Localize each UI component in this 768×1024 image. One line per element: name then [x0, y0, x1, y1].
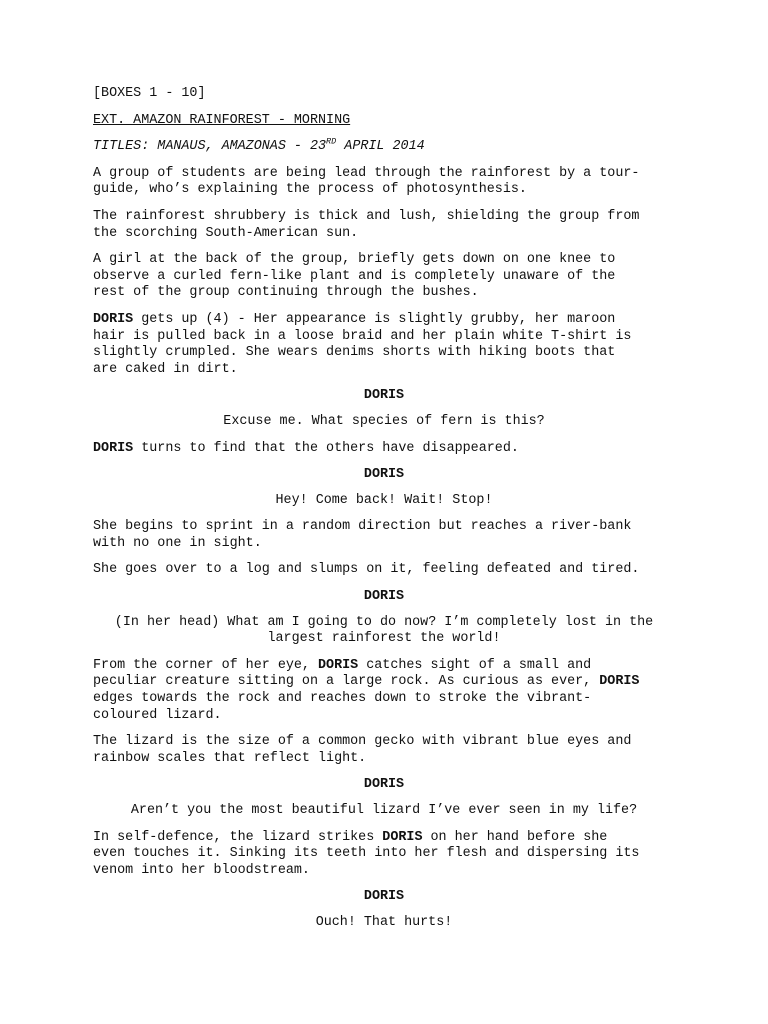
screenplay-page	[93, 86, 675, 942]
dialogue-line: Aren’t you the most beautiful lizard I’ve ever seen in my life?	[130, 803, 638, 818]
action-line: guide, who’s explaining the process of photosynthesis.	[93, 182, 527, 198]
action-text: catches sight of a small and	[358, 657, 592, 673]
action-paragraph: She goes over to a log and slumps on it, feeling defeated and tired.	[93, 562, 640, 578]
dialogue-line: Hey! Come back! Wait! Stop!	[275, 492, 493, 508]
action-line: coloured lizard.	[93, 707, 222, 723]
action-paragraph	[93, 252, 675, 302]
action-line: hair is pulled back in a loose braid and her plain white T-shirt is	[93, 328, 632, 344]
action-paragraph	[93, 519, 675, 552]
scene-heading-text: EXT. AMAZON RAINFOREST - MORNING	[93, 112, 351, 128]
titles-line	[93, 136, 675, 156]
action-text: gets up (4) - Her appearance is slightly grubby, her maroon	[133, 311, 616, 327]
action-line: are caked in dirt.	[93, 361, 238, 377]
character-name: DORIS	[599, 674, 640, 690]
action-text: In self-defence, the lizard strikes	[93, 829, 383, 845]
character-cue: DORIS	[363, 589, 405, 605]
character-name: DORIS	[382, 829, 423, 845]
action-line: observe a curled fern-like plant and is completely unaware of the	[93, 268, 616, 284]
titles-prefix: TITLES: MANAUS, AMAZONAS - 23	[93, 139, 327, 155]
action-line: The lizard is the size of a common gecko with vibrant blue eyes and	[93, 734, 632, 750]
character-cue: DORIS	[363, 388, 405, 404]
action-paragraph	[93, 312, 675, 378]
action-line: the scorching South-American sun.	[93, 225, 359, 241]
action-line: slightly crumpled. She wears denims shorts with hiking boots that	[93, 345, 616, 361]
action-line: even touches it. Sinking its teeth into her flesh and dispersing its	[93, 846, 640, 862]
dialogue-block	[93, 615, 675, 648]
character-cue: DORIS	[363, 467, 405, 483]
character-name: DORIS	[93, 311, 134, 327]
action-line: rainbow scales that reflect light.	[93, 750, 367, 766]
action-paragraph	[93, 830, 675, 880]
action-paragraph	[93, 166, 675, 199]
action-text: turns to find that the others have disappeared.	[133, 440, 519, 456]
action-line: A group of students are being lead through the rainforest by a tour-	[93, 165, 640, 181]
dialogue-line: (In her head) What am I going to do now? I’m completely lost in the	[114, 614, 654, 630]
action-line: The rainforest shrubbery is thick and lush, shielding the group from	[93, 208, 640, 224]
action-paragraph	[93, 209, 675, 242]
action-text: peculiar creature sitting on a large rock. As curious as ever,	[93, 674, 600, 690]
action-text: on her hand before she	[422, 829, 608, 845]
action-paragraph	[93, 441, 675, 458]
character-cue: DORIS	[363, 777, 405, 793]
action-line	[93, 312, 675, 329]
dialogue-line: Excuse me. What species of fern is this?	[223, 413, 545, 429]
action-line	[93, 658, 675, 675]
action-paragraph	[93, 734, 675, 767]
action-paragraph	[93, 658, 675, 724]
action-line: venom into her bloodstream.	[93, 862, 310, 878]
character-name: DORIS	[93, 440, 134, 456]
action-line: rest of the group continuing through the bushes.	[93, 285, 479, 301]
action-text: From the corner of her eye,	[93, 657, 318, 673]
action-line	[93, 830, 675, 847]
character-name: DORIS	[318, 657, 359, 673]
action-line: with no one in sight.	[93, 535, 262, 551]
dialogue-line: largest rainforest the world!	[267, 631, 501, 647]
dialogue-line: Ouch! That hurts!	[315, 914, 453, 930]
titles-suffix: APRIL 2014	[336, 139, 425, 155]
action-line: She begins to sprint in a random direction but reaches a river-bank	[93, 519, 632, 535]
action-line: edges towards the rock and reaches down to stroke the vibrant-	[93, 691, 592, 707]
titles-superscript: RD	[326, 136, 337, 147]
boxes-note: [BOXES 1 - 10]	[93, 86, 206, 101]
character-cue: DORIS	[363, 889, 405, 905]
scene-heading	[93, 113, 675, 130]
action-line: A girl at the back of the group, briefly gets down on one knee to	[93, 252, 616, 268]
action-line	[93, 674, 675, 691]
